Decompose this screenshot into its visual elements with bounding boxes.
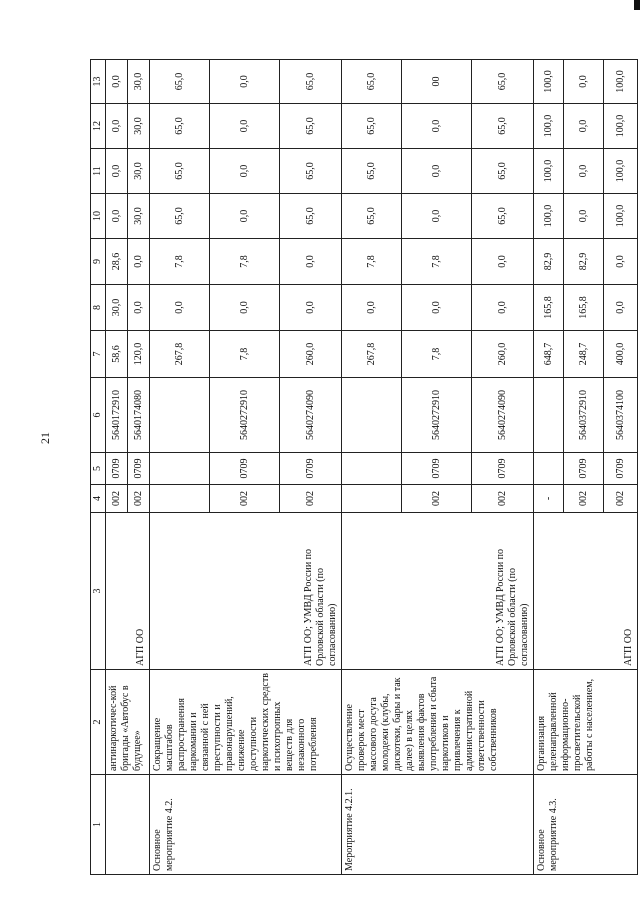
cell-c10: 65,0 — [472, 194, 534, 239]
cell-c13: 0,0 — [564, 60, 604, 104]
column-header-3: 3 — [91, 513, 106, 670]
cell-c10: 100,0 — [534, 194, 564, 239]
cell-c6: 5640272910 — [210, 378, 280, 453]
cell-c12: 100,0 — [534, 104, 564, 149]
cell-c3: АГП ОО; УМВД России по Орловской области (по согласованию) — [342, 513, 534, 670]
cell-c13: 100,0 — [534, 60, 564, 104]
cell-c12: 30,0 — [128, 104, 150, 149]
table-body — [106, 60, 638, 875]
column-header-6: 6 — [91, 378, 106, 453]
cell-c3: АГП ОО; УМВД России по Орловской области (по согласованию) — [150, 513, 342, 670]
cell-c5: 0709 — [210, 453, 280, 485]
cell-c10: 0,0 — [402, 194, 472, 239]
cell-c6: 5640272910 — [402, 378, 472, 453]
cell-c12: 0,0 — [564, 104, 604, 149]
column-header-13: 13 — [91, 60, 106, 104]
cell-c9: 7,8 — [342, 239, 402, 285]
column-header-8: 8 — [91, 285, 106, 331]
cell-c9: 7,8 — [402, 239, 472, 285]
cell-c11: 0,0 — [106, 149, 128, 194]
cell-c4: 002 — [402, 485, 472, 513]
cell-c7: 120,0 — [128, 331, 150, 378]
cell-c11: 0,0 — [564, 149, 604, 194]
cell-c10: 65,0 — [150, 194, 210, 239]
cell-c13: 00 — [402, 60, 472, 104]
page-number: 21 — [38, 432, 52, 444]
cell-c1 — [106, 775, 150, 875]
cell-c5: 0709 — [128, 453, 150, 485]
cell-c1: Основное мероприятие 4.3. — [534, 775, 638, 875]
cell-c13: 0,0 — [106, 60, 128, 104]
cell-c10: 0,0 — [564, 194, 604, 239]
cell-c7: 400,0 — [604, 331, 638, 378]
cell-c5: 0709 — [564, 453, 604, 485]
cell-c4: 002 — [128, 485, 150, 513]
cell-c12: 0,0 — [402, 104, 472, 149]
cell-c4: 002 — [280, 485, 342, 513]
cell-c9: 82,9 — [564, 239, 604, 285]
cell-c11: 65,0 — [150, 149, 210, 194]
cell-c4 — [150, 485, 210, 513]
cell-c5: 0709 — [280, 453, 342, 485]
cell-c6 — [342, 378, 402, 453]
cell-c9: 0,0 — [604, 239, 638, 285]
cell-c8: 0,0 — [604, 285, 638, 331]
cell-c8: 0,0 — [280, 285, 342, 331]
cell-c11: 0,0 — [402, 149, 472, 194]
cell-c8: 0,0 — [128, 285, 150, 331]
cell-c4: 002 — [210, 485, 280, 513]
column-header-11: 11 — [91, 149, 106, 194]
cell-c8: 0,0 — [342, 285, 402, 331]
cell-c7: 7,8 — [210, 331, 280, 378]
rotated-table-container — [90, 60, 634, 875]
cell-c10: 0,0 — [210, 194, 280, 239]
cell-c10: 65,0 — [342, 194, 402, 239]
cell-c9: 7,8 — [210, 239, 280, 285]
cell-c11: 100,0 — [604, 149, 638, 194]
cell-c13: 100,0 — [604, 60, 638, 104]
cell-c2: Организация целенаправленной информационно-просветительской работы с населением, — [534, 670, 638, 775]
cell-c13: 0,0 — [210, 60, 280, 104]
column-header-5: 5 — [91, 453, 106, 485]
header-row — [91, 60, 106, 875]
cell-c6 — [150, 378, 210, 453]
cell-c8: 165,8 — [534, 285, 564, 331]
cell-c4: - — [534, 485, 564, 513]
cell-c8: 0,0 — [472, 285, 534, 331]
cell-c4: 002 — [106, 485, 128, 513]
column-header-9: 9 — [91, 239, 106, 285]
cell-c5: 0709 — [472, 453, 534, 485]
cell-c9: 28,6 — [106, 239, 128, 285]
cell-c12: 65,0 — [280, 104, 342, 149]
cell-c1: Мероприятие 4.2.1. — [342, 775, 534, 875]
cell-c13: 30,0 — [128, 60, 150, 104]
column-header-2: 2 — [91, 670, 106, 775]
cell-c7: 260,0 — [280, 331, 342, 378]
cell-c10: 65,0 — [280, 194, 342, 239]
cell-c7: 267,8 — [150, 331, 210, 378]
cell-c4: 002 — [604, 485, 638, 513]
cell-c6: 5640274090 — [472, 378, 534, 453]
cell-c6: 5640274090 — [280, 378, 342, 453]
cell-c7: 260,0 — [472, 331, 534, 378]
cell-c8: 0,0 — [210, 285, 280, 331]
cell-c6: 5640172910 — [106, 378, 128, 453]
table-row — [106, 60, 128, 875]
cell-c11: 65,0 — [472, 149, 534, 194]
cell-c11: 30,0 — [128, 149, 150, 194]
cell-c9: 0,0 — [128, 239, 150, 285]
column-header-4: 4 — [91, 485, 106, 513]
column-header-1: 1 — [91, 775, 106, 875]
cell-c9: 0,0 — [472, 239, 534, 285]
cell-c2: антинаркотичес-кой бригады «Автобус в будущее» — [106, 670, 150, 775]
cell-c13: 65,0 — [280, 60, 342, 104]
cell-c6: 5640372910 — [564, 378, 604, 453]
cell-c4 — [342, 485, 402, 513]
cell-c12: 0,0 — [210, 104, 280, 149]
cell-c5 — [150, 453, 210, 485]
cell-c8: 165,8 — [564, 285, 604, 331]
cell-c11: 65,0 — [342, 149, 402, 194]
cell-c7: 648,7 — [534, 331, 564, 378]
cell-c5 — [342, 453, 402, 485]
cell-c3: АГП ОО — [106, 513, 150, 670]
column-header-7: 7 — [91, 331, 106, 378]
scan-mark — [634, 0, 640, 10]
cell-c6: 5640374100 — [604, 378, 638, 453]
table-row — [150, 60, 210, 875]
cell-c6: 5640174080 — [128, 378, 150, 453]
cell-c13: 65,0 — [342, 60, 402, 104]
cell-c2: Сокращение масштабов распространения наркомании и связанной с ней преступности и правонарушений, снижение доступности наркотических средств и психотропных веществ для незаконного потребления — [150, 670, 342, 775]
cell-c7: 7,8 — [402, 331, 472, 378]
cell-c5: 0709 — [604, 453, 638, 485]
cell-c2: Осуществление проверок мест массового досуга молодежи (клубы, дискотеки, бары и так далее) в целях выявления фактов употребления и сбыта наркотиков и привлечения к административной ответственности собственников — [342, 670, 534, 775]
cell-c10: 30,0 — [128, 194, 150, 239]
cell-c7: 248,7 — [564, 331, 604, 378]
cell-c5: 0709 — [106, 453, 128, 485]
cell-c11: 0,0 — [210, 149, 280, 194]
column-header-12: 12 — [91, 104, 106, 149]
cell-c7: 267,8 — [342, 331, 402, 378]
cell-c10: 0,0 — [106, 194, 128, 239]
cell-c8: 0,0 — [402, 285, 472, 331]
cell-c4: 002 — [472, 485, 534, 513]
cell-c8: 30,0 — [106, 285, 128, 331]
cell-c5 — [534, 453, 564, 485]
cell-c12: 65,0 — [342, 104, 402, 149]
cell-c10: 100,0 — [604, 194, 638, 239]
cell-c12: 65,0 — [150, 104, 210, 149]
cell-c11: 65,0 — [280, 149, 342, 194]
cell-c8: 0,0 — [150, 285, 210, 331]
cell-c3: АГП ОО — [534, 513, 638, 670]
table-row — [342, 60, 402, 875]
budget-table — [90, 59, 638, 875]
cell-c13: 65,0 — [150, 60, 210, 104]
cell-c12: 65,0 — [472, 104, 534, 149]
cell-c9: 7,8 — [150, 239, 210, 285]
cell-c6 — [534, 378, 564, 453]
cell-c7: 58,6 — [106, 331, 128, 378]
cell-c12: 0,0 — [106, 104, 128, 149]
cell-c11: 100,0 — [534, 149, 564, 194]
cell-c12: 100,0 — [604, 104, 638, 149]
cell-c4: 002 — [564, 485, 604, 513]
cell-c9: 82,9 — [534, 239, 564, 285]
cell-c9: 0,0 — [280, 239, 342, 285]
cell-c13: 65,0 — [472, 60, 534, 104]
cell-c1: Основное мероприятие 4.2. — [150, 775, 342, 875]
column-header-10: 10 — [91, 194, 106, 239]
table-row — [534, 60, 564, 875]
cell-c5: 0709 — [402, 453, 472, 485]
